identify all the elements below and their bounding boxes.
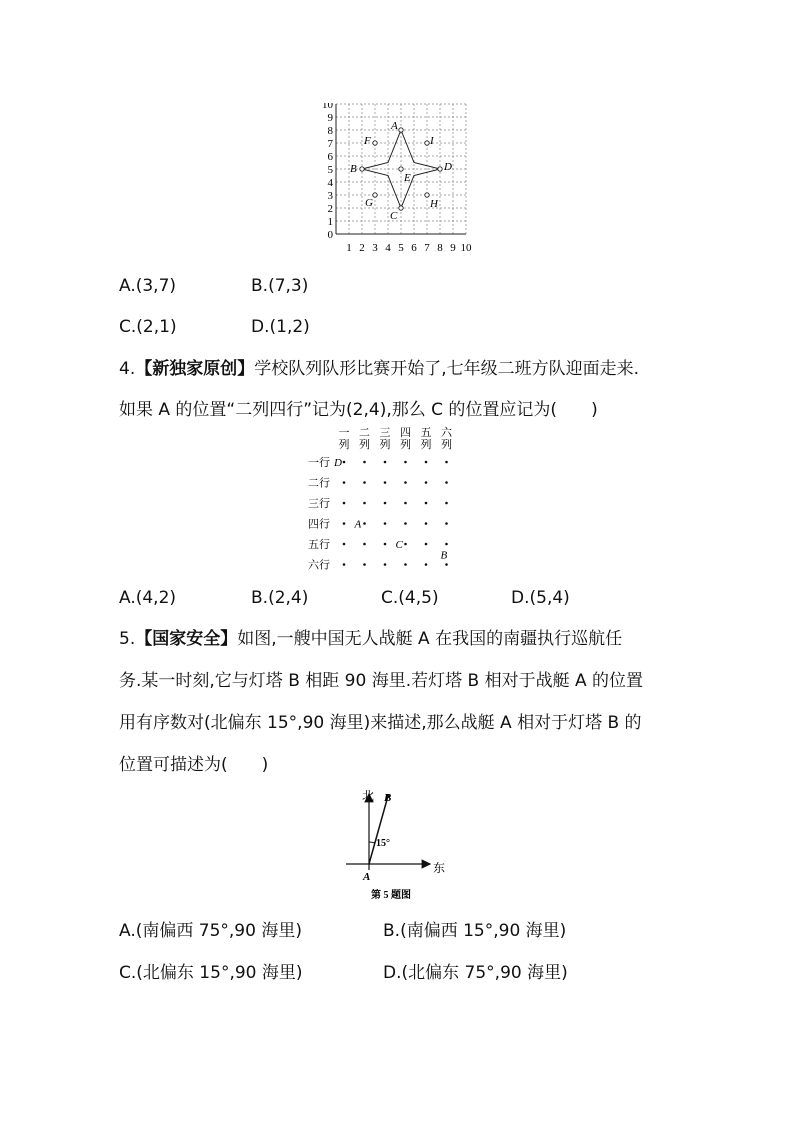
formation-dot [384, 522, 387, 525]
point-h [425, 193, 429, 197]
y-tick-label: 9 [327, 112, 333, 124]
y-tick-label: 8 [327, 125, 333, 137]
formation-dot [445, 543, 448, 546]
point-label-d: D [444, 161, 452, 173]
q4-tag: 【新独家原创】 [135, 359, 255, 379]
row-label: 四行 [308, 518, 330, 531]
point-b [360, 167, 364, 171]
angle-arc [369, 842, 375, 843]
point-f [373, 141, 377, 145]
grid-svg [316, 103, 481, 255]
point-i [425, 141, 429, 145]
formation-dot [343, 502, 346, 505]
point-label-g: G [365, 197, 373, 209]
formation-dot [425, 522, 428, 525]
formation-dot [425, 502, 428, 505]
row-label: 二行 [308, 477, 330, 490]
q4-option-a[interactable]: A.(4,2) [119, 588, 177, 608]
x-tick-label: 3 [372, 242, 378, 254]
formation-dot [363, 543, 366, 546]
col-header-bottom: 列 [441, 439, 452, 451]
formation-label-b: B [440, 549, 448, 562]
y-tick-label: 5 [327, 164, 333, 176]
formation-dot [445, 461, 448, 464]
q4-option-c[interactable]: C.(4,5) [381, 588, 439, 608]
col-header-bottom: 列 [379, 439, 391, 451]
x-tick-label: 9 [450, 242, 456, 254]
formation-label-c: C [395, 539, 403, 551]
formation-label-a: A [354, 518, 362, 531]
formation-dot [384, 502, 387, 505]
col-header-top: 五 [420, 427, 432, 439]
q4-number: 4. [119, 359, 136, 379]
q5-option-d[interactable]: D.(北偏东 75°,90 海里) [383, 963, 568, 983]
col-header-bottom: 列 [359, 439, 370, 451]
q4-line2: 如果 A 的位置“二列四行”记为(2,4),那么 C 的位置应记为( ) [119, 400, 598, 420]
q5-line3: 用有序数对(北偏东 15°,90 海里)来描述,那么战艇 A 相对于灯塔 B 的 [119, 713, 642, 733]
y-tick-label: 0 [327, 229, 333, 241]
formation-dot [445, 563, 448, 566]
point-a-label: A [363, 871, 371, 883]
ray-ab [369, 796, 388, 864]
y-tick-label: 6 [327, 151, 333, 163]
q4-option-d[interactable]: D.(5,4) [511, 588, 570, 608]
formation-dot [404, 502, 407, 505]
formation-dot [343, 522, 346, 525]
formation-dot [425, 543, 428, 546]
formation-dot [384, 481, 387, 484]
point-e [399, 167, 403, 171]
col-header-top: 六 [441, 427, 452, 439]
formation-dot [363, 502, 366, 505]
q5-tag: 【国家安全】 [135, 629, 238, 649]
formation-dot [445, 481, 448, 484]
formation-label-d: D [334, 457, 342, 469]
formation-dot [404, 481, 407, 484]
q3-option-a[interactable]: A.(3,7) [119, 276, 177, 296]
q4-option-b[interactable]: B.(2,4) [251, 588, 309, 608]
grid-figure [316, 103, 481, 255]
formation-figure [306, 425, 466, 580]
col-header-top: 一 [338, 427, 350, 439]
y-tick-label: 10 [322, 103, 333, 111]
col-header-top: 四 [400, 427, 411, 439]
col-header-bottom: 列 [420, 439, 432, 451]
formation-svg [306, 425, 466, 580]
q4-text1: 学校队列队形比赛开始了,七年级二班方队迎面走来. [254, 359, 640, 379]
formation-dot [425, 563, 428, 566]
y-tick-label: 3 [327, 190, 333, 202]
col-header-bottom: 列 [338, 439, 350, 451]
q3-option-b[interactable]: B.(7,3) [251, 276, 309, 296]
q5-text1: 如图,一艘中国无人战艇 A 在我国的南疆执行巡航任 [237, 629, 623, 649]
col-header-top: 三 [379, 427, 391, 439]
row-label: 一行 [308, 457, 330, 469]
y-tick-label: 1 [327, 216, 333, 228]
formation-dot [384, 461, 387, 464]
x-tick-label: 1 [346, 242, 352, 254]
formation-dot [363, 522, 366, 525]
x-tick-label: 4 [385, 242, 391, 254]
point-label-f: F [364, 135, 371, 147]
formation-dot [384, 543, 387, 546]
formation-dot [404, 461, 407, 464]
formation-dot [343, 543, 346, 546]
x-tick-label: 7 [424, 242, 430, 254]
formation-dot [343, 563, 346, 566]
north-label: 北 [362, 789, 375, 803]
col-header-top: 二 [359, 427, 370, 439]
formation-dot [425, 461, 428, 464]
q5-line2: 务.某一时刻,它与灯塔 B 相距 90 海里.若灯塔 B 相对于战艇 A 的位置 [119, 671, 644, 691]
y-tick-label: 4 [327, 177, 333, 189]
formation-dot [343, 461, 346, 464]
q3-option-d[interactable]: D.(1,2) [251, 317, 310, 337]
x-tick-label: 10 [460, 242, 472, 254]
point-b-label: B [384, 792, 392, 804]
formation-dot [384, 563, 387, 566]
formation-dot [404, 543, 407, 546]
q5-line1 [119, 628, 622, 650]
point-label-i: I [430, 135, 434, 147]
point-c [399, 206, 403, 210]
y-tick-label: 2 [327, 203, 333, 215]
point-label-b: B [350, 163, 357, 175]
point-d [438, 167, 442, 171]
compass-svg [340, 784, 460, 904]
formation-dot [445, 502, 448, 505]
point-a [399, 128, 403, 132]
row-label: 五行 [308, 539, 330, 551]
q5-option-a[interactable]: A.(南偏西 75°,90 海里) [119, 921, 302, 941]
point-label-e: E [404, 172, 411, 184]
formation-dot [363, 461, 366, 464]
formation-dot [343, 481, 346, 484]
q5-option-b[interactable]: B.(南偏西 15°,90 海里) [383, 921, 567, 941]
x-tick-label: 5 [398, 242, 404, 254]
point-label-a: A [391, 120, 398, 132]
formation-dot [404, 563, 407, 566]
x-tick-label: 2 [359, 242, 365, 254]
x-tick-label: 6 [411, 242, 417, 254]
formation-dot [363, 563, 366, 566]
row-label: 六行 [308, 559, 330, 572]
row-label: 三行 [308, 498, 330, 510]
east-label: 东 [433, 861, 446, 875]
formation-dot [404, 522, 407, 525]
angle-label: 15° [376, 838, 390, 849]
q5-line4: 位置可描述为( ) [119, 755, 269, 775]
formation-dot [363, 481, 366, 484]
point-g [373, 193, 377, 197]
col-header-bottom: 列 [400, 439, 411, 451]
compass-figure [340, 784, 460, 904]
y-tick-label: 7 [327, 138, 333, 150]
point-label-h: H [430, 198, 438, 210]
q5-number: 5. [119, 629, 136, 649]
figure-caption: 第 5 题图 [371, 890, 411, 901]
q3-option-c[interactable]: C.(2,1) [119, 317, 177, 337]
x-tick-label: 8 [437, 242, 443, 254]
formation-dot [445, 522, 448, 525]
q4-line1 [119, 358, 639, 380]
point-label-c: C [390, 210, 398, 222]
q5-option-c[interactable]: C.(北偏东 15°,90 海里) [119, 963, 303, 983]
formation-dot [425, 481, 428, 484]
